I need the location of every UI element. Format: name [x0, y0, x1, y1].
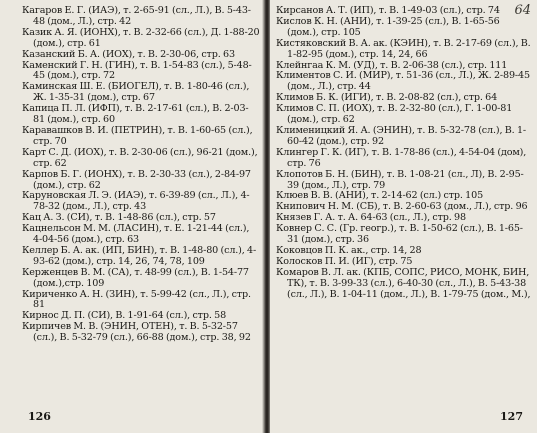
directory-entry: Князев Г. А. т. А. 64-63 (сл., Л.), стр. 98 [276, 212, 466, 224]
directory-entry: Каминская Ш. Е. (БИОГЕЛ), т. В. 1-80-46 (сл.), Ж. 1-35-31 (дом.), стр. 67 [22, 81, 250, 104]
directory-entry: Кацнельсон М. М. (ЛАСИН), т. Е. 1-21-44 (сл.), 4-04-56 (дом.), стр. 63 [22, 223, 250, 246]
right-page [270, 0, 537, 433]
directory-entry: Каруновская Л. Э. (ИАЭ), т. 6-39-89 (сл., Л.), 4-78-32 (дом., Л.), стр. 43 [22, 190, 250, 213]
directory-entry: Климов С. П. (ИОХ), т. В. 2-32-80 (сл.), Г. 1-00-81 (дом.), стр. 62 [276, 103, 513, 126]
directory-entry: Коковцов П. К. ак., стр. 14, 28 [276, 244, 422, 256]
directory-entry: Клингер Г. К. (ИГ), т. В. 1-78-86 (сл.), 4-54-04 (дом), стр. 76 [276, 146, 527, 169]
directory-entry: Карт С. Д. (ИОХ), т. В. 2-30-06 (сл.), 96-21 (дом.), стр. 62 [22, 146, 258, 169]
directory-entry: Клопотов Б. Н. (БИН), т. В. 1-08-21 (сл., Л), В. 2-95-39 (дом., Л.), стр. 79 [276, 168, 524, 191]
directory-entry: Кагаров Е. Г. (ИАЭ), т. 2-65-91 (сл., Л.), В. 5-43-48 (дом., Л.), стр. 42 [22, 5, 251, 27]
directory-entry: Климентов С. И. (МИР), т. 51-36 (сл., Л.), Ж. 2-89-45 (дом., Л.), стр. 44 [276, 70, 530, 93]
directory-entry: Климов Б. К. (ИГИ), т. В. 2-08-82 (сл.), стр. 64 [276, 92, 498, 104]
directory-entry: Кирпичев М. В. (ЭНИН, ОТЕН), т. В. 5-32-57 (сл.), В. 5-32-79 (сл.), 66-88 (дом.), стр. 38, 92 [22, 321, 251, 344]
directory-entry: Келлер Б. А. ак. (ИП, БИН), т. В. 1-48-80 (сл.), 4-93-62 (дом.), стр. 14, 26, 74, 78, 109 [22, 244, 257, 267]
directory-entry: Кац А. З. (СИ), т. В. 1-48-86 (сл.), стр. 57 [22, 212, 216, 224]
directory-entry: Керженцев В. М. (СА), т. 48-99 (сл.), В. 1-54-77 (дом.),стр. 109 [22, 266, 249, 289]
directory-entry: Комаров В. Л. ак. (КПБ, СОПС, РИСО, МОНК, БИН, ТК), т. В. 3-99-33 (сл.), 6-40-30 (сл., Л.), В. 5-43-38 (сл., Л.), В. 1-04-11 (дом., Л.), В. 1-79-75 (дом., М.), [276, 266, 531, 300]
directory-entry: Клейнгаа К. М. (УД), т. В. 2-06-38 (сл.), стр. 111 [276, 59, 508, 71]
left-entries [22, 6, 260, 344]
directory-entry: Ковнер С. С. (Гр. геогр.), т. В. 1-50-62 (сл.), В. 1-65-31 (дом.), стр. 36 [276, 223, 523, 246]
directory-entry: Капица П. Л. (ИФП), т. В. 2-17-61 (сл.), В. 2-03-81 (дом.), стр. 60 [22, 103, 249, 126]
corner-handwritten-mark: 64 [514, 3, 531, 18]
right-entries [276, 6, 531, 300]
right-page-number: 127 [500, 410, 523, 423]
directory-entry: Кириченко А. Н. (ЗИН), т. 5-99-42 (сл., Л.), стр. 81 [22, 288, 251, 311]
directory-entry: Казанский Б. А. (ИОХ), т. В. 2-30-06, стр. 63 [22, 48, 235, 60]
directory-entry: Кистяковский В. А. ак. (КЭИН), т. В. 2-17-69 (сл.), В. 1-82-95 (дом.), стр. 14, 24, 66 [276, 37, 531, 60]
directory-entry: Клименицкий Я. А. (ЭНИН), т. В. 5-32-78 (сл.), В. 1-60-42 (дом.), стр. 92 [276, 124, 526, 147]
directory-entry: Казик А. Я. (ИОНХ), т. В. 2-32-66 (сл.), Д. 1-88-20 (дом.), стр. 61 [22, 26, 260, 49]
directory-entry: Книпович Н. М. (СБ), т. В. 2-60-63 (дом., Л.), стр. 96 [276, 201, 528, 213]
directory-entry: Кирнос Д. П. (СИ), В. 1-91-64 (сл.), стр. 58 [22, 310, 227, 322]
directory-entry: Карпов Б. Г. (ИОНХ), т. В. 2-30-33 (сл.), 2-84-97 (дом.), стр. 62 [22, 168, 251, 191]
left-page [0, 0, 264, 433]
directory-entry: Колосков П. И. (ИГ), стр. 75 [276, 255, 413, 267]
left-page-number: 126 [28, 410, 51, 423]
directory-entry: Клюев В. В. (АНИ), т. 2-14-62 (сл.) стр. 105 [276, 190, 484, 202]
directory-entry: Каменский Г. Н. (ГИН), т. В. 1-54-83 (сл.), 5-48-45 (дом.), стр. 72 [22, 59, 252, 82]
directory-entry: Кирсанов А. Т. (ИП), т. В. 1-49-03 (сл.), стр. 74 [276, 5, 500, 16]
directory-entry: Каравашков В. И. (ПЕТРИН), т. В. 1-60-65 (сл.), стр. 70 [22, 124, 253, 147]
directory-entry: Кислов К. Н. (АНИ), т. 1-39-25 (сл.), В. 1-65-56 (дом.), стр. 105 [276, 15, 500, 38]
